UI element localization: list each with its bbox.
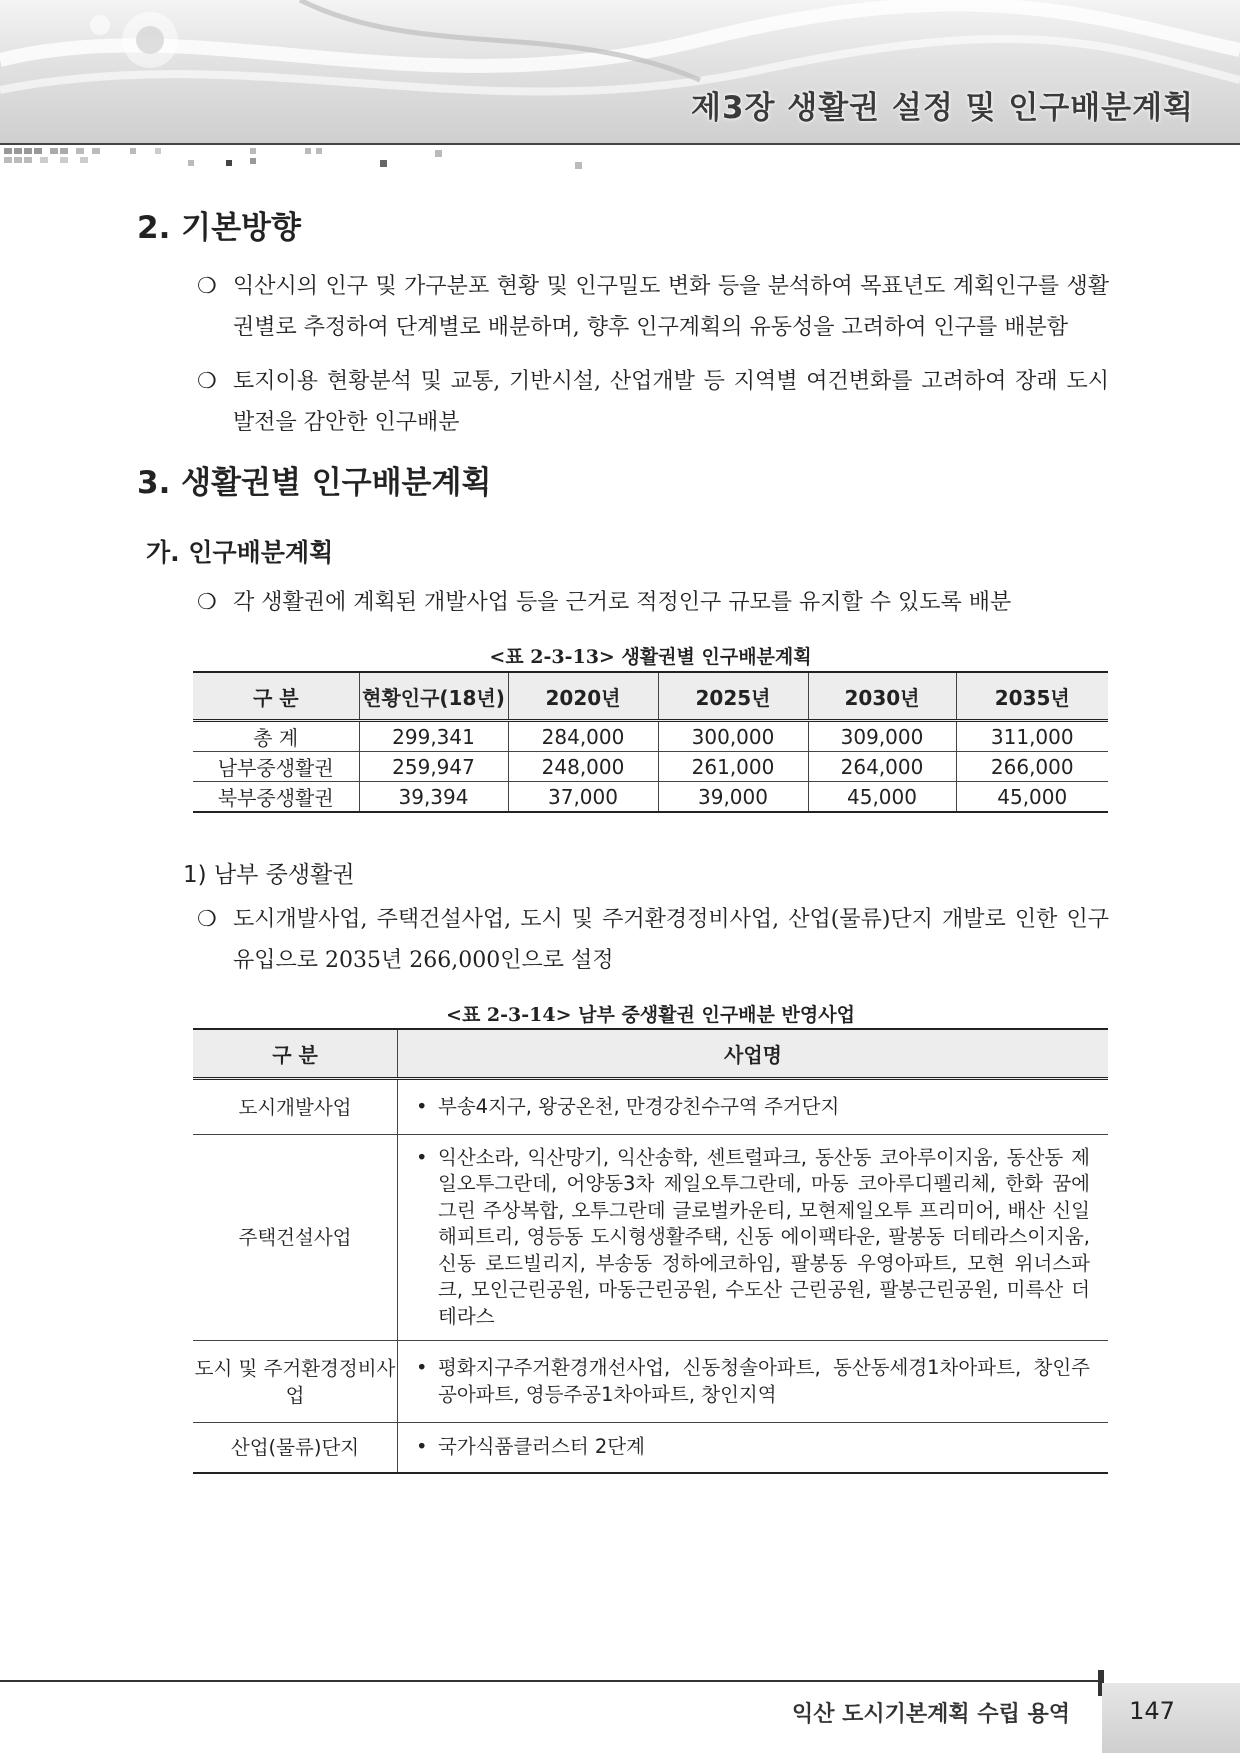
column-header: 2025년 bbox=[658, 672, 808, 721]
table-cell: 311,000 bbox=[956, 721, 1108, 752]
subsection-heading-south: 1) 남부 중생활권 bbox=[183, 862, 355, 888]
chapter-title: 제3장 생활권 설정 및 인구배분계획 bbox=[691, 90, 1194, 126]
table-cell: 39,394 bbox=[359, 782, 508, 813]
south-projects-table bbox=[193, 1028, 1108, 1474]
footer-divider bbox=[0, 1680, 1100, 1682]
table-row bbox=[193, 1079, 1108, 1135]
bullet-text: 토지이용 현황분석 및 교통, 기반시설, 산업개발 등 지역별 여건변화를 고려하여 장래 도시 발전을 감안한 인구배분 bbox=[233, 369, 1109, 435]
table-row bbox=[193, 721, 1108, 752]
column-header: 2030년 bbox=[808, 672, 956, 721]
section-heading-population-plan: 3. 생활권별 인구배분계획 bbox=[137, 465, 492, 501]
table-row bbox=[193, 782, 1108, 813]
row-label: 도시개발사업 bbox=[193, 1079, 398, 1135]
table-row bbox=[193, 1341, 1108, 1423]
bullet-dot-icon: • bbox=[416, 1094, 428, 1118]
circle-bullet-icon: ❍ bbox=[197, 907, 217, 932]
column-header: 2020년 bbox=[508, 672, 658, 721]
table-cell: 37,000 bbox=[508, 782, 658, 813]
project-list-cell bbox=[398, 1135, 1109, 1341]
project-list: 국가식품클러스터 2단계 bbox=[438, 1435, 645, 1458]
table-caption: <표 2-3-13> 생활권별 인구배분계획 bbox=[489, 646, 812, 668]
table-cell: 299,341 bbox=[359, 721, 508, 752]
table-cell: 45,000 bbox=[956, 782, 1108, 813]
table-row bbox=[193, 752, 1108, 782]
row-label: 남부중생활권 bbox=[193, 752, 359, 782]
project-list: 부송4지구, 왕궁온천, 만경강친수구역 주거단지 bbox=[438, 1094, 840, 1118]
circle-bullet-icon: ❍ bbox=[197, 369, 217, 394]
circle-bullet-icon: ❍ bbox=[197, 590, 217, 615]
table-cell: 309,000 bbox=[808, 721, 956, 752]
table-header-row bbox=[193, 1029, 1108, 1079]
row-label: 산업(물류)단지 bbox=[230, 1435, 360, 1459]
table-cell: 261,000 bbox=[658, 752, 808, 782]
row-label: 총 계 bbox=[193, 721, 359, 752]
row-label: 도시 및 주거환경정비사업 bbox=[193, 1341, 398, 1423]
bullet-text: 익산시의 인구 및 가구분포 현황 및 인구밀도 변화 등을 분석하여 목표년도 계획인구를 생활권별로 추정하여 단계별로 배분하며, 향후 인구계획의 유동성을 고려하여 인구를 배분함 bbox=[233, 274, 1109, 340]
column-header: 구 분 bbox=[193, 672, 359, 721]
page-header bbox=[0, 0, 1240, 145]
table-cell: 259,947 bbox=[359, 752, 508, 782]
bullet-text: 도시개발사업, 주택건설사업, 도시 및 주거환경정비사업, 산업(물류)단지 개발로 인한 인구 유입으로 2035년 266,000인으로 설정 bbox=[233, 907, 1109, 973]
column-header: 2035년 bbox=[956, 672, 1108, 721]
table-cell: 266,000 bbox=[956, 752, 1108, 782]
footer-title: 익산 도시기본계획 수립 용역 bbox=[791, 1702, 1070, 1727]
table-row bbox=[193, 1423, 1108, 1473]
section-heading-basic-direction: 2. 기본방향 bbox=[137, 210, 301, 246]
bullet-dot-icon: • bbox=[416, 1435, 428, 1458]
column-header: 현황인구(18년) bbox=[359, 672, 508, 721]
project-list-cell bbox=[398, 1079, 1109, 1135]
column-header: 사업명 bbox=[398, 1029, 1109, 1079]
page-number: 147 bbox=[1129, 1697, 1175, 1725]
row-label: 주택건설사업 bbox=[193, 1135, 398, 1341]
table-cell: 248,000 bbox=[508, 752, 658, 782]
table-cell: 45,000 bbox=[808, 782, 956, 813]
bullet-paragraph bbox=[197, 899, 1109, 981]
bullet-dot-icon: • bbox=[416, 1145, 428, 1169]
table-row bbox=[193, 1135, 1108, 1341]
pixel-strip-decoration bbox=[0, 146, 600, 170]
table-cell: 300,000 bbox=[658, 721, 808, 752]
bullet-paragraph bbox=[197, 361, 1109, 443]
project-list-cell bbox=[398, 1423, 1109, 1473]
table-header-row bbox=[193, 672, 1108, 721]
bullet-paragraph bbox=[197, 266, 1109, 348]
bullet-paragraph bbox=[197, 582, 1109, 623]
project-list-cell bbox=[398, 1341, 1109, 1423]
table-cell: 264,000 bbox=[808, 752, 956, 782]
project-list: 평화지구주거환경개선사업, 신동청솔아파트, 동산동세경1차아파트, 창인주공아파트, 영등주공1차아파트, 창인지역 bbox=[438, 1356, 1090, 1406]
table-cell: 284,000 bbox=[508, 721, 658, 752]
bullet-dot-icon: • bbox=[416, 1356, 428, 1379]
circle-bullet-icon: ❍ bbox=[197, 274, 217, 299]
project-list: 익산소라, 익산망기, 익산송학, 센트럴파크, 동산동 코아루이지움, 동산동 제일오투그란데, 어양동3차 제일오투그란데, 마동 코아루디펠리체, 한화 꿈에그린 주상복합, 오투그란데 글로벌카운티, 모현제일오투 프리미어, 배산 신일해피트리, 영등동 도시형생활주택, 신동 에이팩타운, 팔봉동 더테라스이지움, 신동 로드빌리지, 부송동 정하에코하임, 팔봉동 우영아파트, 모현 위너스파크, 모인근린공원, 마동근린공원, 수도산 근린공원, 팔봉근린공원, 미륵산 더테라스 bbox=[438, 1145, 1090, 1328]
subsection-heading-a: 가. 인구배분계획 bbox=[146, 538, 334, 567]
population-allocation-table bbox=[193, 671, 1108, 813]
table-cell: 39,000 bbox=[658, 782, 808, 813]
bullet-text: 각 생활권에 계획된 개발사업 등을 근거로 적정인구 규모를 유지할 수 있도록 배분 bbox=[233, 590, 1012, 615]
table-caption: <표 2-3-14> 남부 중생활권 인구배분 반영사업 bbox=[446, 1004, 855, 1026]
column-header: 구 분 bbox=[193, 1029, 398, 1079]
row-label: 북부중생활권 bbox=[217, 786, 334, 810]
